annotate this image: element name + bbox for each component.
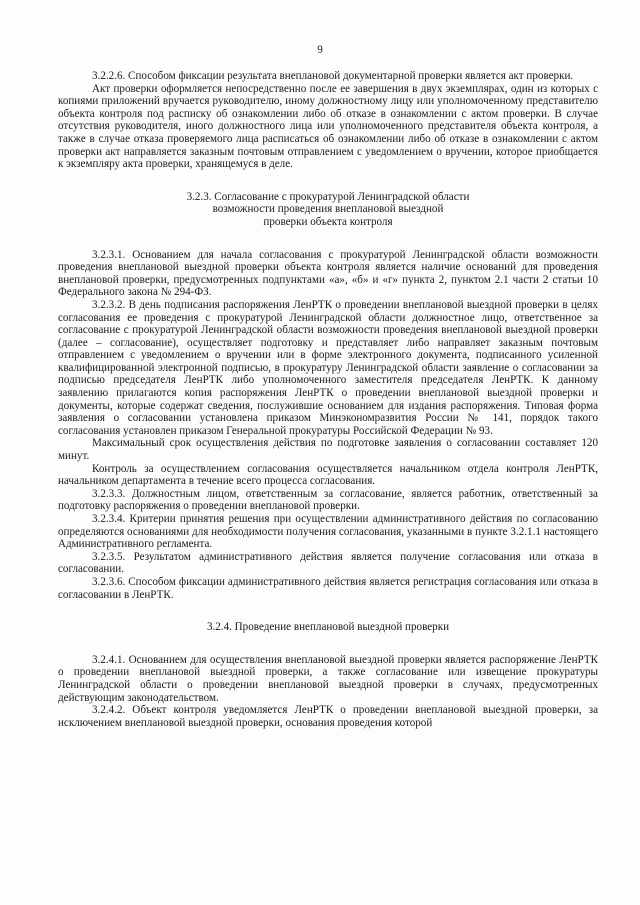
paragraph: 3.2.2.6. Способом фиксации результата внеплановой документарной проверки является акт проверки. — [92, 70, 574, 82]
section-heading-3-2-3 — [58, 191, 598, 229]
paragraph: 3.2.3.2. В день подписания распоряжения ЛенРТК о проведении внеплановой выездной проверки в целях согласования ее проведения с прокуратурой Ленинградской области должностное лицо, ответственное за согласование с прокуратурой Ленинградской области возможности проведения внеплановой выездной проверки (далее – согласование), осуществляет подготовку и представляет либо направляет заказным почтовым отправлением с уведомлением о вручении или в форме электронного документа, подписанного усиленной квалифицированной электронной подписью, в прокуратуру Ленинградской области заявление о согласовании за подписью председателя ЛенРТК либо уполномоченного заместителя председателя ЛенРТК. К данному заявлению прилагаются копия распоряжения ЛенРТК о проведении внеплановой выездной проверки и документы, которые содержат сведения, послужившие основанием для издания распоряжения. Типовая форма заявления о согласовании установлена приказом Минэкономразвития России № 141, порядок такого согласования установлен приказом Генеральной прокуратуры Российской Федерации № 93. — [58, 298, 598, 437]
heading-line: возможности проведения внеплановой выездной — [212, 203, 444, 216]
paragraph: 3.2.3.5. Результатом административного действия является получение согласования или отказа в согласовании. — [58, 550, 598, 576]
paragraph: 3.2.3.4. Критерии принятия решения при осуществлении административного действия по согласованию определяются основаниями для необходимости получения согласования, указанными в пункте 3.2.1.1 настоящего Административного регламента. — [58, 513, 598, 551]
paragraph: Акт проверки оформляется непосредственно после ее завершения в двух экземплярах, один из которых с копиями приложений вручается руководителю, иному должностному лицу или уполномоченному представителю объекта контроля под расписку об ознакомлении либо об отказе в ознакомлении с актом проверки. В случае отсутствия руководителя, иного должностного лица или уполномоченного представителя объекта контроля, а также в случае отказа проверяемого лица расписаться об ознакомлении либо об отказе в ознакомлении с актом проверки акт направляется заказным почтовым отправлением с уведомлением о вручении, которое приобщается к экземпляру акта проверки, хранящемуся в деле. — [58, 82, 598, 171]
paragraph: 3.2.3.1. Основанием для начала согласования с прокуратурой Ленинградской области возможности проведения внеплановой выездной проверки объекта контроля является наличие оснований для проведения внеплановой проверки, предусмотренных подпунктами «а», «б» и «г» пункта 2, пунктом 2.1 части 2 статьи 10 Федерального закона № 294-ФЗ. — [58, 248, 598, 299]
paragraph: Максимальный срок осуществления действия по подготовке заявления о согласовании составляет 120 минут. — [58, 437, 598, 463]
section-heading-3-2-4: 3.2.4. Проведение внеплановой выездной проверки — [206, 621, 450, 634]
paragraph: 3.2.4.1. Основанием для осуществления внеплановой выездной проверки является распоряжение ЛенРТК о проведении внеплановой выездной проверки, а также согласование или извещение прокуратуры Ленинградской области о проведении внеплановой выездной проверки в случаях, предусмотренных действующим законодательством. — [58, 653, 598, 704]
paragraph: Контроль за осуществлением согласования осуществляется начальником отдела контроля ЛенРТК, начальником департамента в течение всего процесса согласования. — [58, 462, 598, 488]
page-number: 9 — [317, 44, 323, 56]
paragraph: 3.2.3.3. Должностным лицом, ответственным за согласование, является работник, ответственный за подготовку распоряжения о проведении внеплановой проверки. — [58, 487, 598, 513]
heading-line: 3.2.3. Согласование с прокуратурой Ленинградской области — [186, 190, 470, 203]
heading-line: проверки объекта контроля — [263, 215, 393, 228]
document-body — [58, 70, 598, 729]
paragraph: 3.2.3.6. Способом фиксации административного действия является регистрация согласования или отказа в согласовании в ЛенРТК. — [58, 575, 598, 601]
paragraph: 3.2.4.2. Объект контроля уведомляется ЛенРТК о проведении внеплановой выездной проверки, за исключением внеплановой выездной проверки, основания проведения которой — [58, 704, 598, 729]
